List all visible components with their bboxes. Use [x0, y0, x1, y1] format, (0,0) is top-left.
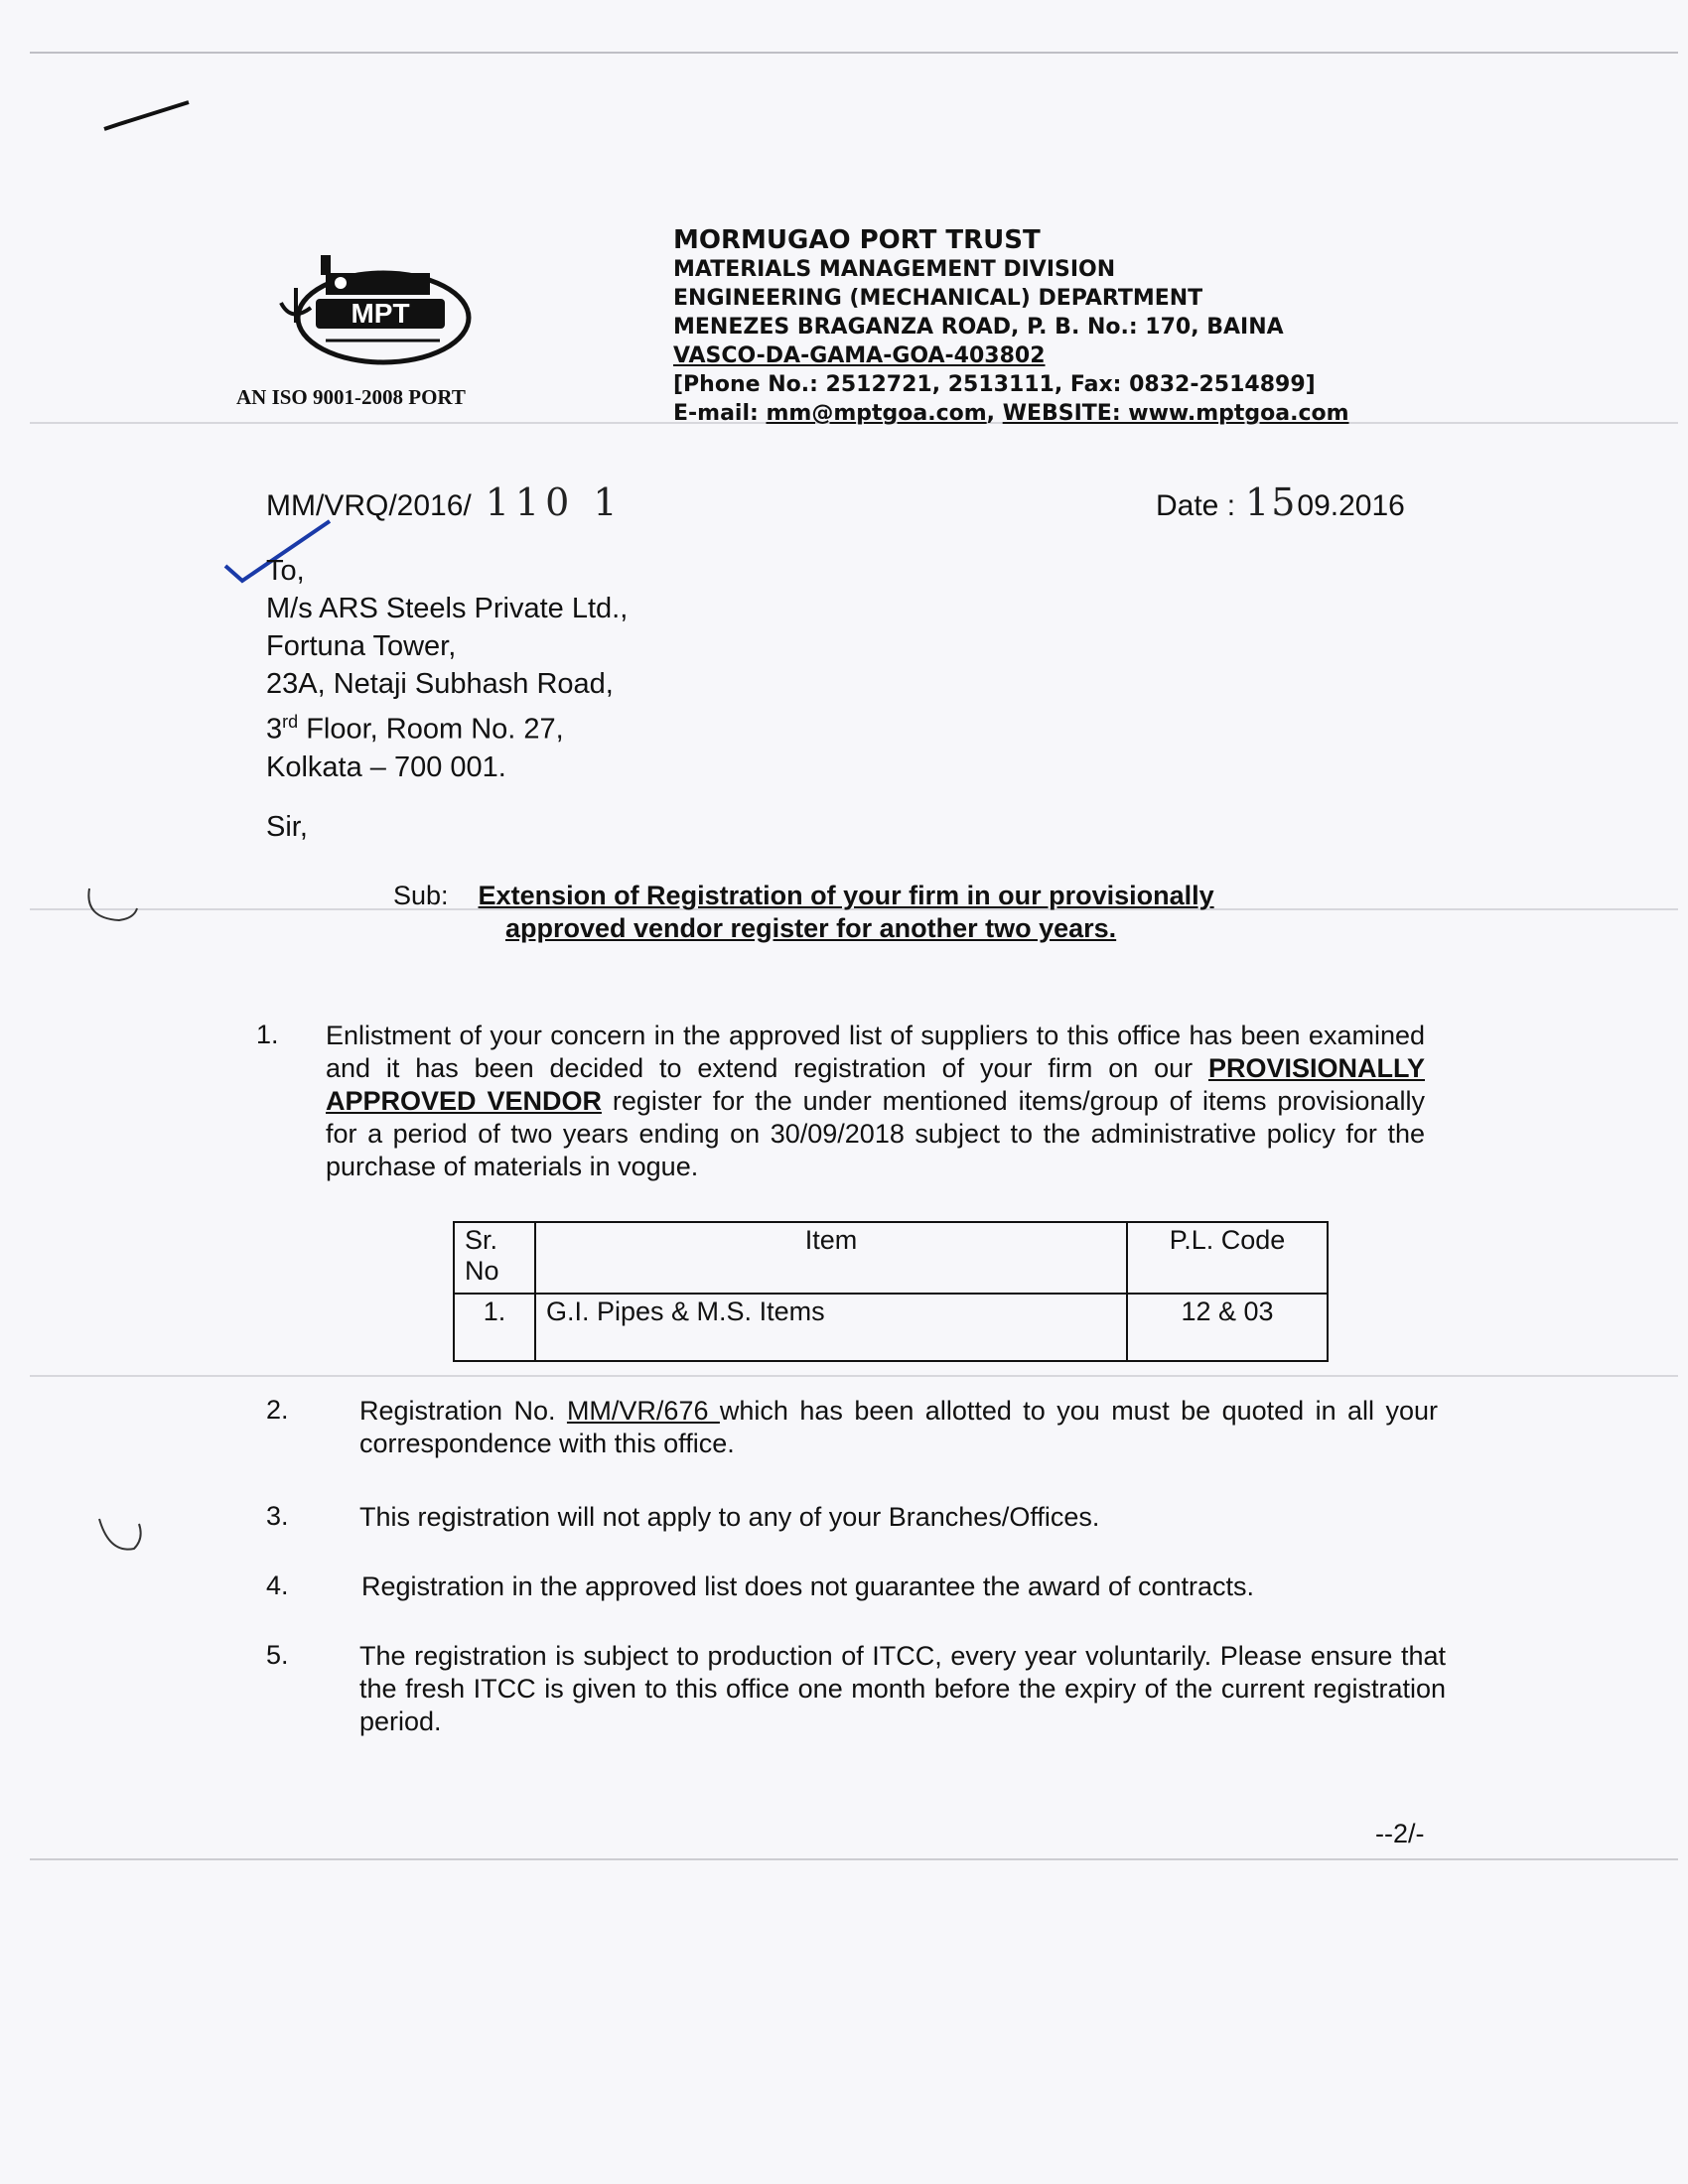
cell-item: G.I. Pipes & M.S. Items	[535, 1294, 1127, 1361]
org-name: MORMUGAO PORT TRUST	[673, 225, 1041, 255]
mpt-logo-icon	[266, 243, 475, 367]
para-1-text-b: register for the under mentioned items/group of items provisionally for a period of two years ending on 30/09/2018 subject to the administrative policy for the purchase of materials in vogue.	[326, 1086, 1425, 1181]
address-city: Kolkata – 700 001.	[266, 751, 506, 783]
phone-fax: [Phone No.: 2512721, 2513111, Fax: 0832-2514899]	[673, 372, 1316, 397]
para-1-emphasis: PROVISIONALLY APPROVED VENDOR	[326, 1053, 1425, 1116]
header-pl-code: P.L. Code	[1127, 1222, 1328, 1294]
logo-text: MPT	[351, 298, 410, 329]
email-link[interactable]: mm@mptgoa.com	[766, 401, 987, 426]
subject-line-2: approved vendor register for another two years.	[505, 913, 1117, 943]
table-header-row	[454, 1222, 1328, 1294]
subject	[393, 881, 1214, 943]
handwritten-number: 110 1	[485, 480, 624, 524]
paragraph-1	[326, 1020, 1425, 1183]
paragraph-2	[359, 1395, 1438, 1460]
pen-mark-icon	[99, 94, 199, 139]
punch-hole-icon	[89, 1504, 149, 1559]
org-header	[673, 226, 1349, 428]
page-continuation: --2/-	[1375, 1819, 1425, 1848]
road-address: MENEZES BRAGANZA ROAD, P. B. No.: 170, BAINA	[673, 315, 1284, 340]
header-item: Item	[535, 1222, 1127, 1294]
date-handwritten-day: 15	[1245, 480, 1298, 524]
para-number: 4.	[266, 1570, 289, 1600]
floor-suffix: rd	[282, 712, 299, 732]
items-table	[453, 1221, 1329, 1362]
iso-certification: AN ISO 9001-2008 PORT	[236, 385, 466, 409]
subject-label: Sub:	[393, 881, 449, 910]
email-label: E-mail:	[673, 401, 767, 426]
recipient-address	[266, 552, 628, 786]
floor-number: 3	[266, 713, 283, 746]
para-number: 2.	[266, 1395, 289, 1425]
city-address: VASCO-DA-GAMA-GOA-403802	[673, 343, 1046, 368]
para-2-text-a: Registration No.	[359, 1396, 567, 1426]
punch-hole-icon	[79, 879, 149, 928]
address-to: To,	[266, 555, 305, 587]
address-line: Fortuna Tower,	[266, 630, 457, 662]
paragraph-3: This registration will not apply to any of your Branches/Offices.	[359, 1502, 1100, 1532]
date-suffix: 09.2016	[1297, 489, 1405, 522]
website-link[interactable]: WEBSITE: www.mptgoa.com	[1002, 401, 1349, 426]
division: MATERIALS MANAGEMENT DIVISION	[673, 257, 1116, 282]
para-number: 5.	[266, 1640, 289, 1670]
date-label: Date :	[1156, 489, 1236, 522]
address-floor	[266, 703, 628, 749]
registration-number: MM/VR/676	[566, 1396, 720, 1426]
salutation: Sir,	[266, 811, 308, 843]
subject-line-1: Extension of Registration of your firm in our provisionally	[478, 881, 1214, 910]
scan-edge-line	[30, 52, 1678, 54]
department: ENGINEERING (MECHANICAL) DEPARTMENT	[673, 286, 1203, 311]
para-2-text-b: which has been allotted to you must be quoted in all your correspondence with this office.	[359, 1396, 1438, 1458]
para-1-text-a: Enlistment of your concern in the approved list of suppliers to this office has been examined and it has been decided to extend registration of your firm on our	[326, 1021, 1425, 1083]
letter-date	[1156, 480, 1405, 524]
paragraph-4: Registration in the approved list does not guarantee the award of contracts.	[361, 1571, 1255, 1601]
table-row	[454, 1294, 1328, 1361]
fold-line	[30, 1375, 1678, 1377]
cell-sr: 1.	[454, 1294, 535, 1361]
paragraph-5: The registration is subject to production of ITCC, every year voluntarily. Please ensure that the fresh ITCC is given to this office one month before the expiry of the current registration period.	[359, 1641, 1446, 1736]
address-line: 23A, Netaji Subhash Road,	[266, 668, 614, 700]
para-number: 3.	[266, 1501, 289, 1531]
address-line: M/s ARS Steels Private Ltd.,	[266, 593, 629, 624]
para-number: 1.	[256, 1020, 279, 1049]
reference-prefix: MM/VRQ/2016/	[266, 489, 472, 522]
contact-line: E-mail: mm@mptgoa.com, WEBSITE: www.mptgoa.com	[673, 401, 1349, 426]
fold-line	[30, 1858, 1678, 1860]
header-sr-no: Sr. No	[454, 1222, 535, 1294]
cell-pl-code: 12 & 03	[1127, 1294, 1328, 1361]
floor-rest: Floor, Room No. 27,	[298, 713, 564, 746]
